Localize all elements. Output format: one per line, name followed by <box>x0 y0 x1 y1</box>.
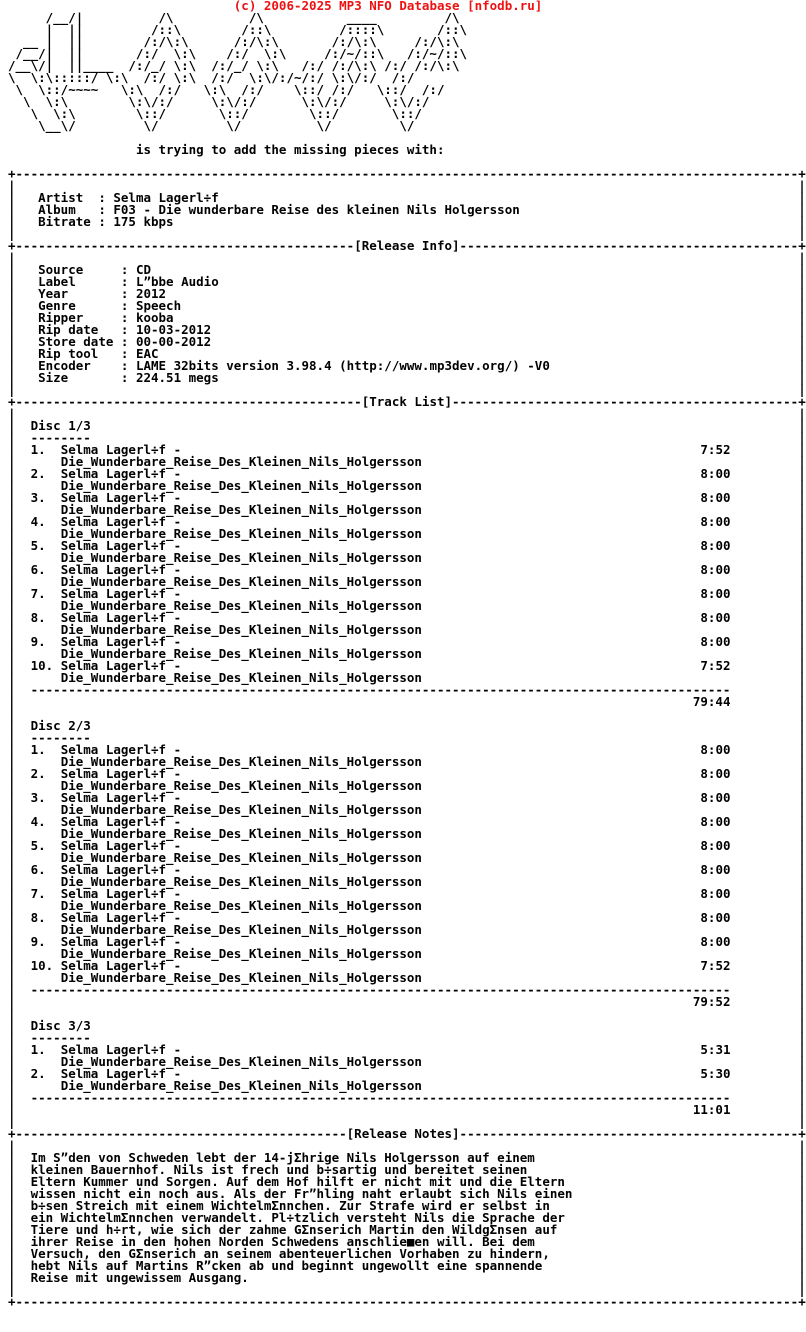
release-info-row: Genre : Speech <box>38 298 182 313</box>
track-artist: Selma Lagerl÷f - <box>60 442 182 457</box>
track-artist: Selma Lagerl÷f - <box>60 886 182 901</box>
track-number: 3. <box>30 790 61 805</box>
track-duration: 8:00 <box>700 790 731 805</box>
track-number: 6. <box>30 562 61 577</box>
track-duration: 8:00 <box>700 934 731 949</box>
track-title: Die_Wunderbare_Reise_Des_Kleinen_Nils_Holgersson <box>60 526 422 541</box>
section-track-list: [Track List] <box>361 394 453 409</box>
release-info-row: Encoder : LAME 32bits version 3.98.4 (http://www.mp3dev.org/) -V0 <box>38 358 550 373</box>
track-number: 7. <box>30 886 61 901</box>
release-notes-line: Tiere und h÷rt, wie sich der zahme GΣnserich Martin den WildgΣnsen auf <box>30 1222 558 1237</box>
track-title: Die_Wunderbare_Reise_Des_Kleinen_Nils_Holgersson <box>60 826 422 841</box>
track-artist: Selma Lagerl÷f - <box>60 610 182 625</box>
track-title: Die_Wunderbare_Reise_Des_Kleinen_Nils_Holgersson <box>60 874 422 889</box>
track-number: 5. <box>30 538 61 553</box>
track-artist: Selma Lagerl÷f - <box>60 766 182 781</box>
release-notes-line: wissen nicht ein noch aus. Als der Fr”hling naht erlaubt sich Nils einen <box>30 1186 573 1201</box>
track-artist: Selma Lagerl÷f - <box>60 742 182 757</box>
release-info-row: Size : 224.51 megs <box>38 370 219 385</box>
ascii-logo-line: /__\/| ||____ /:/_/ \:\ /:/_/ \:\ /:/ /:/\:\ /:/ /:/\:\ <box>8 58 460 73</box>
track-title: Die_Wunderbare_Reise_Des_Kleinen_Nils_Holgersson <box>60 970 422 985</box>
track-duration: 8:00 <box>700 910 731 925</box>
track-artist: Selma Lagerl÷f - <box>60 814 182 829</box>
track-artist: Selma Lagerl÷f - <box>60 538 182 553</box>
track-title: Die_Wunderbare_Reise_Des_Kleinen_Nils_Holgersson <box>60 478 422 493</box>
release-notes-line: Versuch, den GΣnserich an seinem abenteuerlichen Vorhaben zu hindern, <box>30 1246 550 1261</box>
track-duration: 7:52 <box>700 958 731 973</box>
track-number: 2. <box>30 766 61 781</box>
release-info-row: Store date : 00-00-2012 <box>38 334 212 349</box>
track-artist: Selma Lagerl÷f - <box>60 934 182 949</box>
section-release-info: [Release Info] <box>354 238 460 253</box>
ascii-logo-line: \ \:\ \::/ \::/ \::/ \::/ <box>8 106 422 121</box>
track-duration: 8:00 <box>700 490 731 505</box>
ascii-logo-line: \ \:\:::::/ \:\ /:/ \:\ /:/ \:\/:/~/:/ \:\/:/ /:/ <box>8 70 415 85</box>
track-duration: 8:00 <box>700 634 731 649</box>
track-number: 3. <box>30 490 61 505</box>
track-artist: Selma Lagerl÷f - <box>60 490 182 505</box>
release-notes-line: ihrer Reise in den hohen Norden Schwedens anschlie■en will. Bei dem <box>30 1234 535 1249</box>
disc-title: Disc 2/3 <box>30 718 91 733</box>
track-title: Die_Wunderbare_Reise_Des_Kleinen_Nils_Holgersson <box>60 502 422 517</box>
ascii-logo-line: /__/| /\ /\ ____ /\ <box>8 10 460 25</box>
artist-block-row: Artist : Selma Lagerl÷f <box>38 190 219 205</box>
ascii-logo-line: __ | || /:/\:\ /:/\:\ /:/\:\ /:/\:\ <box>8 34 460 49</box>
disc-underline: -------- <box>30 730 91 745</box>
track-number: 1. <box>30 742 61 757</box>
track-number: 4. <box>30 514 61 529</box>
track-number: 6. <box>30 862 61 877</box>
release-info-row: Label : L”bbe Audio <box>38 274 219 289</box>
artist-block-row: Bitrate : 175 kbps <box>38 214 174 229</box>
track-artist: Selma Lagerl÷f - <box>60 466 182 481</box>
track-title: Die_Wunderbare_Reise_Des_Kleinen_Nils_Holgersson <box>60 850 422 865</box>
track-duration: 8:00 <box>700 538 731 553</box>
track-artist: Selma Lagerl÷f - <box>60 1042 182 1057</box>
track-title: Die_Wunderbare_Reise_Des_Kleinen_Nils_Holgersson <box>60 922 422 937</box>
track-title: Die_Wunderbare_Reise_Des_Kleinen_Nils_Holgersson <box>60 802 422 817</box>
track-duration: 8:00 <box>700 814 731 829</box>
release-info-row: Rip date : 10-03-2012 <box>38 322 212 337</box>
release-notes-line: b÷sen Streich mit einem WichtelmΣnnchen. Zur Strafe wird er selbst in <box>30 1198 550 1213</box>
disc-underline: -------- <box>30 1030 91 1045</box>
release-notes-line: hebt Nils auf Martins R”cken ab und beginnt ungewollt eine spannende <box>30 1258 543 1273</box>
track-duration: 8:00 <box>700 466 731 481</box>
track-duration: 8:00 <box>700 838 731 853</box>
ascii-logo-line: | || /::\ /::\ /::::\ /::\ <box>8 22 468 37</box>
disc-title: Disc 3/3 <box>30 1018 91 1033</box>
track-title: Die_Wunderbare_Reise_Des_Kleinen_Nils_Holgersson <box>60 598 422 613</box>
nfo-header-link: (c) 2006-2025 MP3 NFO Database [nfodb.ru] <box>233 0 543 13</box>
track-artist: Selma Lagerl÷f - <box>60 790 182 805</box>
track-artist: Selma Lagerl÷f - <box>60 1066 182 1081</box>
release-info-row: Rip tool : EAC <box>38 346 159 361</box>
disc-separator: --------------------------------------------------------------------------------------------- <box>30 682 731 697</box>
ascii-logo-line: \ \:\ \:\/:/ \:\/:/ \:\/:/ \:\/:/ <box>8 94 430 109</box>
release-notes-line: Eltern Kummer und Sorgen. Auf dem Hof hilft er nicht mit und die Eltern <box>30 1174 565 1189</box>
track-title: Die_Wunderbare_Reise_Des_Kleinen_Nils_Holgersson <box>60 946 422 961</box>
track-title: Die_Wunderbare_Reise_Des_Kleinen_Nils_Holgersson <box>60 454 422 469</box>
ascii-logo-line: \__\/ \/ \/ \/ \/ <box>8 118 415 133</box>
track-number: 7. <box>30 586 61 601</box>
track-title: Die_Wunderbare_Reise_Des_Kleinen_Nils_Holgersson <box>60 574 422 589</box>
track-artist: Selma Lagerl÷f - <box>60 910 182 925</box>
disc-total: 79:44 <box>692 694 731 709</box>
track-duration: 5:31 <box>700 1042 731 1057</box>
release-notes-line: kleinen Bauernhof. Nils ist frech und b÷sartig und bereitet seinen <box>30 1162 528 1177</box>
track-duration: 5:30 <box>700 1066 731 1081</box>
release-info-row: Ripper : kooba <box>38 310 174 325</box>
track-number: 4. <box>30 814 61 829</box>
track-duration: 7:52 <box>700 442 731 457</box>
track-number: 1. <box>30 1042 61 1057</box>
release-notes-line: Reise mit ungewissem Ausgang. <box>30 1270 249 1285</box>
track-number: 9. <box>30 934 61 949</box>
track-title: Die_Wunderbare_Reise_Des_Kleinen_Nils_Holgersson <box>60 622 422 637</box>
track-artist: Selma Lagerl÷f - <box>60 838 182 853</box>
section-release-notes: [Release Notes] <box>346 1126 460 1141</box>
track-title: Die_Wunderbare_Reise_Des_Kleinen_Nils_Holgersson <box>60 898 422 913</box>
track-number: 2. <box>30 466 61 481</box>
release-info-row: Source : CD <box>38 262 151 277</box>
track-artist: Selma Lagerl÷f - <box>60 658 182 673</box>
track-number: 10. <box>30 958 61 973</box>
artist-block-row: Album : F03 - Die wunderbare Reise des kleinen Nils Holgersson <box>38 202 520 217</box>
track-duration: 8:00 <box>700 610 731 625</box>
release-info-row: Year : 2012 <box>38 286 167 301</box>
track-number: 8. <box>30 910 61 925</box>
track-duration: 8:00 <box>700 862 731 877</box>
track-number: 10. <box>30 658 61 673</box>
disc-separator: --------------------------------------------------------------------------------------------- <box>30 1090 731 1105</box>
disc-title: Disc 1/3 <box>30 418 91 433</box>
track-title: Die_Wunderbare_Reise_Des_Kleinen_Nils_Holgersson <box>60 1078 422 1093</box>
track-number: 1. <box>30 442 61 457</box>
track-duration: 8:00 <box>700 742 731 757</box>
track-artist: Selma Lagerl÷f - <box>60 862 182 877</box>
track-artist: Selma Lagerl÷f - <box>60 634 182 649</box>
track-title: Die_Wunderbare_Reise_Des_Kleinen_Nils_Holgersson <box>60 550 422 565</box>
disc-total: 11:01 <box>692 1102 731 1117</box>
track-duration: 8:00 <box>700 886 731 901</box>
track-number: 2. <box>30 1066 61 1081</box>
track-title: Die_Wunderbare_Reise_Des_Kleinen_Nils_Holgersson <box>60 646 422 661</box>
track-artist: Selma Lagerl÷f - <box>60 586 182 601</box>
nfo-document: (c) 2006-2025 MP3 NFO Database [nfodb.ru] /__/| /\ /\ ____ /\ | || /::\ /::\ /::::\ /::\ __ | || /:/\:\ /:/\:\ /:/\:\ /:/\:\ /__/| || /:/ \:\ /:/ \:\ /:/~/::\ /:/~/::\ /__\/| ||____ /:/_/ \:\ /:/_/ \:\ /:/ /:/\:\ /:/ /:/\:\ \ \:\:::::/ \:\ /:/ \:\ /:/ \:\/:/~/:/ \:\/:/ /:/ \ \::/~~~~ \:\ /:/ \:\ /:/ \::/ /:/ \::/ /:/ \ \:\ \:\/:/ \:\/:/ \:\/:/ \:\/:/ \ \:\ \::/ \::/ \::/ \::/ \__\/ \/ \/ \/ \/ is trying to add the missing pieces with: +--------------------------------------------------------------------------------------------------------+ | | | Artist : Selma Lagerl÷f | | Album : F03 - Die wunderbare Reise des kleinen Nils Holgersson | | Bitrate : 175 kbps | | | +---------------------------------------------[Release Info]---------------------------------------------+ | | | Source : CD | | Label : L”bbe Audio | | Year : 2012 | | Genre : Speech | | Ripper : kooba | | Rip date : 10-03-2012 | | Store date : 00-00-2012 | | Rip tool : EAC | | Encoder : LAME 32bits version 3.98.4 (http://www.mp3dev.org/) -V0 | | Size : 224.51 megs | | | +----------------------------------------------[Track List]----------------------------------------------+ | | | Disc 1/3 | | -------- | | 1. Selma Lagerl÷f - 7:52 | | Die_Wunderbare_Reise_Des_Kleinen_Nils_Holgersson | | 2. Selma Lagerl÷f - 8:00 | | Die_Wunderbare_Reise_Des_Kleinen_Nils_Holgersson | | 3. Selma Lagerl÷f - 8:00 | | Die_Wunderbare_Reise_Des_Kleinen_Nils_Holgersson | | 4. Selma Lagerl÷f - 8:00 | | Die_Wunderbare_Reise_Des_Kleinen_Nils_Holgersson | | 5. Selma Lagerl÷f - 8:00 | | Die_Wunderbare_Reise_Des_Kleinen_Nils_Holgersson | | 6. Selma Lagerl÷f - 8:00 | | Die_Wunderbare_Reise_Des_Kleinen_Nils_Holgersson | | 7. Selma Lagerl÷f - 8:00 | | Die_Wunderbare_Reise_Des_Kleinen_Nils_Holgersson | | 8. Selma Lagerl÷f - 8:00 | | Die_Wunderbare_Reise_Des_Kleinen_Nils_Holgersson | | 9. Selma Lagerl÷f - 8:00 | | Die_Wunderbare_Reise_Des_Kleinen_Nils_Holgersson | | 10. Selma Lagerl÷f - 7:52 | | Die_Wunderbare_Reise_Des_Kleinen_Nils_Holgersson | | --------------------------------------------------------------------------------------------- | | 79:44 | | | | Disc 2/3 | | -------- | | 1. Selma Lagerl÷f - 8:00 | | Die_Wunderbare_Reise_Des_Kleinen_Nils_Holgersson | | 2. Selma Lagerl÷f - 8:00 | | Die_Wunderbare_Reise_Des_Kleinen_Nils_Holgersson | | 3. Selma Lagerl÷f - 8:00 | | Die_Wunderbare_Reise_Des_Kleinen_Nils_Holgersson | | 4. Selma Lagerl÷f - 8:00 | | Die_Wunderbare_Reise_Des_Kleinen_Nils_Holgersson | | 5. Selma Lagerl÷f - 8:00 | | Die_Wunderbare_Reise_Des_Kleinen_Nils_Holgersson | | 6. Selma Lagerl÷f - 8:00 | | Die_Wunderbare_Reise_Des_Kleinen_Nils_Holgersson | | 7. Selma Lagerl÷f - 8:00 | | Die_Wunderbare_Reise_Des_Kleinen_Nils_Holgersson | | 8. Selma Lagerl÷f - 8:00 | | Die_Wunderbare_Reise_Des_Kleinen_Nils_Holgersson | | 9. Selma Lagerl÷f - 8:00 | | Die_Wunderbare_Reise_Des_Kleinen_Nils_Holgersson | | 10. Selma Lagerl÷f - 7:52 | | Die_Wunderbare_Reise_Des_Kleinen_Nils_Holgersson | | --------------------------------------------------------------------------------------------- | | 79:52 | | | | Disc 3/3 | | -------- | | 1. Selma Lagerl÷f - 5:31 | | Die_Wunderbare_Reise_Des_Kleinen_Nils_Holgersson | | 2. Selma Lagerl÷f - 5:30 | | Die_Wunderbare_Reise_Des_Kleinen_Nils_Holgersson | | --------------------------------------------------------------------------------------------- | | 11:01 | | | +--------------------------------------------[Release Notes]---------------------------------------------+ | | | Im S”den von Schweden lebt der 14-jΣhrige Nils Holgersson auf einem | | kleinen Bauernhof. Nils ist frech und b÷sartig und bereitet seinen | | Eltern Kummer und Sorgen. Auf dem Hof hilft er nicht mit und die Eltern | | wissen nicht ein noch aus. Als der Fr”hling naht erlaubt sich Nils einen | | b÷sen Streich mit einem WichtelmΣnnchen. Zur Strafe wird er selbst in | | ein WichtelmΣnnchen verwandelt. Pl÷tzlich versteht Nils die Sprache der | | Tiere und h÷rt, wie sich der zahme GΣnserich Martin den WildgΣnsen auf | | ihrer Reise in den hohen Norden Schwedens anschlie■en will. Bei dem | | Versuch, den GΣnserich an seinem abenteuerlichen Vorhaben zu hindern, | | hebt Nils auf Martins R”cken ab und beginnt ungewollt eine spannende | | Reise mit ungewissem Ausgang. | | | +--------------------------------------------------------------------------------------------------------+ <box>8 0 806 1309</box>
ascii-logo-line: /__/| || /:/ \:\ /:/ \:\ /:/~/::\ /:/~/::\ <box>8 46 468 61</box>
disc-separator: --------------------------------------------------------------------------------------------- <box>30 982 731 997</box>
track-artist: Selma Lagerl÷f - <box>60 562 182 577</box>
track-title: Die_Wunderbare_Reise_Des_Kleinen_Nils_Holgersson <box>60 1054 422 1069</box>
track-artist: Selma Lagerl÷f - <box>60 958 182 973</box>
disc-underline: -------- <box>30 430 91 445</box>
ascii-logo-line: \ \::/~~~~ \:\ /:/ \:\ /:/ \::/ /:/ \::/ /:/ <box>8 82 445 97</box>
track-number: 9. <box>30 634 61 649</box>
track-number: 5. <box>30 838 61 853</box>
track-title: Die_Wunderbare_Reise_Des_Kleinen_Nils_Holgersson <box>60 670 422 685</box>
track-number: 8. <box>30 610 61 625</box>
track-duration: 8:00 <box>700 586 731 601</box>
track-title: Die_Wunderbare_Reise_Des_Kleinen_Nils_Holgersson <box>60 778 422 793</box>
track-duration: 7:52 <box>700 658 731 673</box>
release-notes-line: Im S”den von Schweden lebt der 14-jΣhrige Nils Holgersson auf einem <box>30 1150 535 1165</box>
track-duration: 8:00 <box>700 514 731 529</box>
disc-total: 79:52 <box>692 994 731 1009</box>
tagline: is trying to add the missing pieces with: <box>135 142 445 157</box>
release-notes-line: ein WichtelmΣnnchen verwandelt. Pl÷tzlich versteht Nils die Sprache der <box>30 1210 565 1225</box>
track-artist: Selma Lagerl÷f - <box>60 514 182 529</box>
track-duration: 8:00 <box>700 562 731 577</box>
track-title: Die_Wunderbare_Reise_Des_Kleinen_Nils_Holgersson <box>60 754 422 769</box>
track-duration: 8:00 <box>700 766 731 781</box>
